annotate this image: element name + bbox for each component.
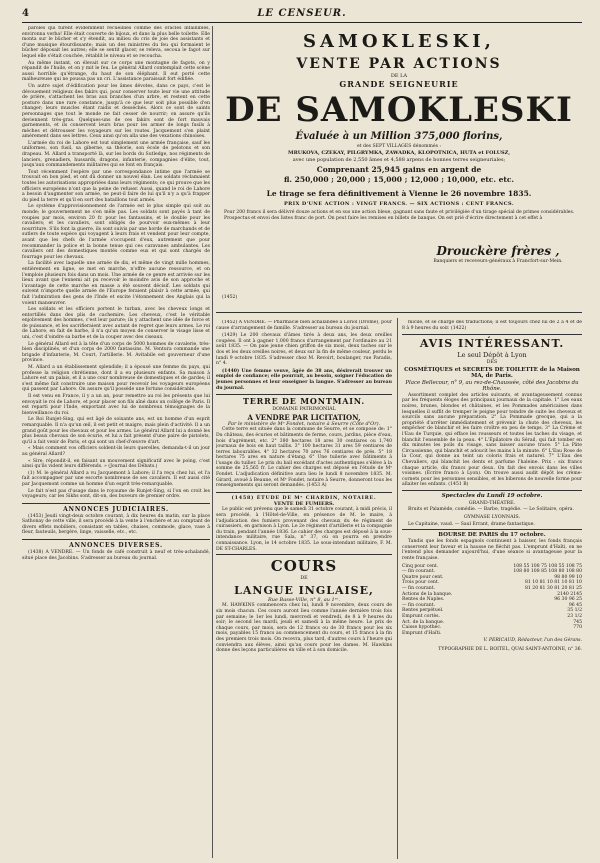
article-paragraph: paroles qui furent évidemment recueillies comme des oracles infaillibles, environna verba! Elle était couverte de bijoux, et dans la plus belle toilette. Elle monta sur le bûcher et s'y étendit, au milieu du cris de joie des assistants et d'une musique étourdissante; mais un des ministres du feu qui formaient le bûcher déposait les autres; elle se sentit glacer, se releva, secoua le fagot sur lequel elle s'était couchée, rétablit le niveau et se recoucha. [22,26,210,59]
annonces-diverses-heading: ANNONCES DIVERSES. [22,539,210,549]
bourse-value: 96 45 [568,602,582,608]
ad-subheadline: GRANDE SEIGNEURIE [339,79,459,89]
bourse-label: Emprunt d'Haïti. [402,630,442,636]
ad-population: avec une population de 2,550 âmes et 4,588 arpens de bonnes terres seigneuriales; [292,157,506,163]
ad-draw-date: Le tirage se fera définitivement à Vienne le 26 novembre 1835. [266,189,532,198]
bourse-text: Tandis que les fonds espagnols continuent à baisser, les fonds français conservent leur faveur et la hausse ne fléchit pas. L'emprunt d'Haïti, on ne l'entend plus demander aujourd'hui, d'une séance si avantageuse pour la rente française. [402,539,582,562]
avis-address: Place Bellecour, n° 9, au rez-de-Chaussée, côté des Jacobins du Rhône. [405,379,579,393]
drouckere-subtitle: Banquiers et receveurs-généraux à Francfort-sur-Mein. [433,259,563,264]
ad-details: Pour 200 francs il sera délivré douze actions et en sus une action bleue, gagnant sans faute et privilégiée d'un tirage spécial de primes considérables. Prospectus et envoi des listes franc de port. On peut faire les remises en billets de banque. On est prié d'écrire directement à cet effet à [224,210,575,221]
footnote: Le fait n'est pas d'usage dans le royaume de Runjet-Sing, si l'on en croit les voyageurs; car les Sikhs sont, dit-on, des buveurs de premier ordre. [22,488,210,500]
newspaper-title: LE CENSEUR. [257,8,347,19]
article-paragraph: « Sire, répondit-il, en faisant un mouvement significatif avec le poing, c'est ainsi qu'ils vident leurs différends. » (Journal des Débats.) [22,458,210,470]
terre-subheading: DOMAINE PATRIMONIAL [272,407,336,413]
terre-text: Cette terre est située dans la commune de Seurre, et se compose de: 1° Du château, des écuries et bâtiments de ferme, cours, jardins, pièce d'eau, bois d'agrément, etc. 2° 380 hectares 18 ares 30 centiares ou 1,740 journaux de bois en haut taillis. 3° 100 hectares 31 ares 59 centiares de terres labourables. 4° 32 hectares 70 ares 76 centiares de prés. 5° 18 hectares 75 ares en nature d'étang. 6° Une tuilerie avec bâtiments à l'usage du tuilier. Le prix du bail excédant d'actes authentiques s'élève à la somme de 25,565 fr. Le cahier des charges est déposé en l'étude de Mᵉ Fondet. L'adjudication définitive aura lieu le lundi 8 novembre 1835. M. Girard, avoué à Beaune, et Mᵉ Fondet, notaire à Seurre, donneront tous les renseignements qui seront demandés. (1453 A) [216,427,392,489]
cours-address: Rue Basse-Ville, n° 8, au 1ᵉʳ. [268,596,340,603]
article-paragraph: Le système d'approvisionnement de l'armée est le plus simple qui soit au monde; le gouvernement ne s'en mêle pas. Les soldats sont payés à tant de roupies par mois, environ 20 fr. pour les fantassins, et le double pour les cavaliers; et les cavaliers, sont obligés de pourvoir eux-mêmes à leur nourriture. S'ils font la guerre, ils sont suivis par une horde de marchands et de sutlers de toute espèce qui voyagent à leurs frais et vendent pour leur compte, avant que les chefs de l'armée s'occupent d'eux, autrement que pour recommander la police et la bonne tenue qui ces caravanes ambulantes. Les cavaliers ont des domestiques montés comme eux et qui sont chargés de fourrage pour les chevaux. [22,204,210,260]
imprint-line: TYPOGRAPHIE DE L. BOITEL, QUAI SAINT-ANTOINE, n° 36. [438,646,582,652]
avis-heading: AVIS INTÉRESSANT. [402,334,582,350]
ad-chien: (1429) Le 200 chevaux d'âmes tirés à deux ans, les deux oreilles coupées. Il ont à gagner 1,000 francs d'arrangement par l'ordinaire au 21 août 1835. — On paie jeune chien griffon de six mois, deux taches sur le dos et les deux oreilles noires, et deux sur la fin de même couleur, perdu le lundi 9 octobre 1835. S'adresser chez M. Revoirt, boulanger, rue Paradis, n° 4. [216,333,392,367]
cours-heading: COURS [216,554,392,574]
annonce-diverse-text: (1438) A VENDRE. — Un fonds de café construit à neuf et très-achalandé, situé place des Jacobins. S'adresser au bureau du journal. [22,550,210,561]
ad-villages-intro: et des SEPT VILLAGES dénommés : [357,144,441,149]
bourse-label: Act. de la banque. [402,619,445,625]
ad-gains: Comprenant 25,945 gains en argent de [316,165,482,174]
fumiers-heading: VENTE DE FUMIERS. [273,500,335,507]
bourse-value: 745 [573,619,582,625]
bourse-label: — fin courant. [402,569,436,575]
page-header [22,8,582,23]
bourse-value: 98 80 99 10 [554,574,582,580]
bourse-value: 770 [573,625,582,631]
article-paragraph: La facilité avec laquelle une armée de dix, et même de vingt mille hommes, entièrement en ligne, se met en marche, n'offre aucune ressource, et on l'emploie plusieurs fois dans un mois. Une armée de ce genre est arrivée sur les lieux avant que l'ennemi ait pu recevoir le moindre avis de son approche et l'avantage de cette marche en masse a été souvent décisif. Les soldats qui suivent n'importe quelle armée de l'Europe feraient plaisir à cette armée, qui fait l'admiration des gens de l'Inde et excite l'étonnement des Anglais qui la voient manœuvrer. [22,261,210,306]
gymnase-text: Le Capitaine, vaud. — Saul Errant, drame fantastique. [408,521,535,527]
table-row [402,631,582,637]
article-paragraph: Le Roi Runjet-Sing, qui est âgé de soixante ans, est un homme d'un esprit remarquable. Il n'a qu'un œil, il est petit et maigre, mais plein d'activité. Il a un grand goût pour les chevaux et pour les armes. Le général Allard lui a donné les plus beaux chevaux de son écurie, et lui a fait présent d'une paire de pistolets, qu'il a fait venir de Paris, et qui sont un chef-d'œuvre d'art. [22,417,210,445]
bourse-value [478,631,582,637]
avis-cosmetiques: COSMÉTIQUES et SECRETS DE TOILETTE de la Maison MA, de Paris. [404,366,580,380]
grand-theatre-text: Bruits et Palamède, comédie. — Barbe, tragédie. — Le Solitaire, opéra. [408,507,574,513]
ad-bottom-rule [216,312,582,313]
bourse-label: Quatre pour cent. [402,574,444,580]
bourse-table [402,564,582,637]
ad-number: (1452) [222,295,238,300]
ad-connector: DE LA [390,73,408,79]
avis-depot: Le seul Dépôt à Lyon [457,351,527,360]
ad-main-title: DE SAMOKLESKI [225,90,573,130]
gymnase-heading: GYMNASE LYONNAIS. [463,515,521,521]
annonces-judiciaires-heading: ANNONCES JUDICIAIRES. [22,503,210,513]
drouckere-name: Drouckère frères , [436,244,560,258]
article-paragraph: « Mais comment vos officiers soldent-ils leurs querelles, demanda-t-il un jour au général Allard? [22,446,210,457]
column-divider [212,26,213,858]
cours-text: M. HAWKINS commencera chez lui, lundi 9 novembre, deux cours de six mois chacun. Ces cours auront lieu comme l'année dernière trois fois par semaine; le 1er les lundi, mercredi et vendredi, de 8 à 9 heures du soir; le second les mardi, jeudi et samedi à la même heure. Le prix de chaque cours, par mois, sera de 12 francs ou de 30 francs pour les six mois, payables 15 francs au commencement du cours, et 15 francs à la fin des premiers trois mois. On recevra, plus tard, d'autres cours à l'heure qui conviendra aux élèves, ainsi qu'au cours pour les dames. M. Hawkins donne des leçons particulières en ville et à son domicile. [216,603,392,654]
article-paragraph: Au même instant, on élevait sur ce corps une montagne de fagots, on y répandit de l'huile, et on y mit le feu. Le général Allard contemplait cette scène aussi horrible qu'étrange, du haut de son éléphant. Il eut porté cette malheureuse qui ne poussa pas un cri. L'assistance paraissait fort édifiée. [22,60,210,83]
bourse-value: 81 10 81 10 81 10 81 10 [525,580,582,586]
column-divider [397,318,398,859]
ad-gain-amounts: fl. 250,000 ; 20,000 ; 15,000 ; 12,000 ; 10,000, etc. etc. [283,175,515,184]
bourse-label: Rentes de Naples. [402,597,445,603]
cours-connector: DE [300,576,308,582]
bourse-label: Cinq pour cent. [402,563,439,569]
fumiers-etude: (1458) ÉTUDE DE Mᵉ CHARDIN, NOTAIRE. [216,492,392,501]
avis-connector: DES [486,360,498,366]
bourse-value: 96 30 96 25 [554,597,582,603]
article-paragraph: Il est venu en France, il y a un an, pour remettre au roi les présents que lui envoyait le roi de Lahore, et pour placer son fils aîné dans un collège de Paris. Il est reparti pour l'Inde, emportant avec lui de nombreux témoignages de la bienveillance du roi. [22,394,210,416]
ad-valuation: Évaluée à un Million 375,000 florins, [295,131,503,142]
grand-theatre-heading: GRAND-THÉATRE. [468,500,516,506]
ad-village-names: MRUKOVA, CZEKAY, PILGRYMKA, ZAWADKA, KLOPOTNICA, HUTA et FOLUSZ, [288,150,510,156]
ad-prices: PRIX D'UNE ACTION : VINGT FRANCS. — SIX ACTIONS : CENT FRANCS. [284,201,514,207]
drouckere-signature [414,244,582,264]
article-paragraph: L'armée du roi de Lahore est tout simplement une armée française, sauf les uniformes, son fusil, sa giberne, sa théorie, son école de pelotons et son drapeau. M. Allard a transporté là, sur les bords du Sutledge, nos régiments de lanciers, grenadiers, hussards, dragons, infanterie, compagnies d'élite, tout, jusqu'aux commandements militaires qui se font en français. [22,140,210,169]
ad-brand: SAMOKLESKI, [303,31,495,52]
ad-femme-veuve: (1440) Une femme veuve, âgée de 38 ans, désirerait trouver un emploi de confiance; elle pourrait, au besoin, soigner l'éducation de jeunes personnes et leur enseigner la langue. S'adresser au bureau du journal. [216,368,392,391]
bourse-label: Emprunt cortès. [402,613,440,619]
editor-signature: V. PERICAUD, Rédacteur, l'un des Gérans. [483,638,582,644]
spectacles-heading: Spectacles du Lundi 19 octobre. [402,490,582,500]
cours-continuation: micile, et se charge des traductions; il est toujours chez lui de 2 à 4 et de 8 à 9 heures du soir. (1422) [402,320,582,331]
column-1 [22,26,210,858]
page-number: 4 [22,8,29,19]
avis-text: Assortiment complet des articles suivants, et avantageusement connus par les fréquents éloges des principaux journaux de la capitale. 1° Les eaux noires, brunes, blondes et châtaines, et les Pommades américaines dans lesquelles il suffit de tremper le peigne pour teindre de suite les cheveux et sourcils sans aucune préparation. 2° La Pommade grecque, qui a la propriété d'arrêter immédiatement et prévenir la chute des cheveux, les empêcher de blanchir et les faire croître en peu de temps. 3° La Crème et l'Eau de Turquie, qui efface les rousseurs et toutes les taches du visage, et blanchit l'ensemble de la peau. 4° L'Épilatoire du Sérail, qui fait tomber en dix minutes les poils du visage, sans laisser aucune trace. 5° La Pâte Circassienne, qui blanchit et adoucit les mains à la minute. 6° L'Eau Rose de la Cour, qui donne au teint un coloris frais et naturel. 7° L'Eau des Chevaliers, qui blanchit les dents et parfume l'haleine. Prix : six francs chaque article, dix francs pour deux. On fait des envois dans les villes voisines. (Écrire franco à Lyon). On trouve aussi audit dépôt les crème-cornets pour les personnes sensibles, et les biberons de nouvelle forme pour allaiter les enfants. (1451 B) [402,392,582,488]
footnote: (1) M. le général Allard a vu Jacquemont à Lahore; il l'a reçu chez lui, et l'a fait accompagner par une escorte nombreuse de ses cavaliers. Il est aussi cité par Jacquemont comme un homme d'un esprit très-remarquable. [22,470,210,487]
bourse-label: Caisse hypothéc. [402,625,442,631]
article-paragraph: M. Allard a un établissement splendide; il a épousé une femme du pays, qui professe la religion chrétienne, dont il a eu plusieurs enfants. Sa maison à Lahore est un palais, et il a une cour nombreuse de domestiques et de gardes; il s'est même fait construire une maison pour recevoir les voyageurs européens qui passent par Lahore. On assure qu'il possède une fortune considérable. [22,365,210,393]
article-paragraph: Les soldats et les officiers portent le turban, avec les cheveux longs et entortillés dans des plis de cachemire. Les cheveux, c'est le véritable enjolivement des hommes, c'est leur parure; ils y attachent une idée de force et de puissance, et les sacrifieraient avec autant de regret que leurs armes. Le roi de Lahore, en fait de barbe, il n'a qu'un moyen de conserver le visage lisse et uni, c'est d'oindre sa barbe et de la couper avec des ciseaux. [22,307,210,341]
bourse-label: Actions de la banque. [402,591,453,597]
article-paragraph: Un autre sujet d'édification pour les âmes dévotes, dans ce pays, c'est le dévouement religieux des fakirs qui, pour conserver toute leur vie une attitude de prière, s'attachent les bras aux branches d'un arbre, et restent en cette posture dans une rare constance, jusqu'à ce que leur soit plus possible d'en changer; leurs muscles étant raidis et desséchés. Alors ce sont de saints personnages que tout le monde ne fait cesser de nourrir; on assure qu'ils deviennent très-gras. Quelques-uns de ces fakirs sont de fort mauvais garnements, et ils conservent leurs bras pour les armer de longs fusils à mèches et détrousser les voyageurs sur les routes. Jacquemont s'en plaint amèrement dans ses lettres. Ceux ainsi qu'on alla une des vexations chinoises. [22,83,210,140]
cours-title: LANGUE INGLAISE, [234,583,374,597]
article-paragraph: Le général Allard est à la tête d'un corps de 5000 hommes de cavalerie, très-bien disciplinés, et d'un corps de 2000 fantassins. M. Ventura commande une brigade d'infanterie, M. Court, l'artillerie. M. Avitabile est gouverneur d'une province. [22,341,210,364]
annonce-judiciaire-text: (1453) Jeudi vingt-deux octobre courant, à dix heures du matin, sur la place Sathonay de cette ville, il sera procédé à la vente à l'enchère et au comptant de divers effets mobiliers, consistant en tables, chaises, commode, glace, vase à fleur, fauteuils, bergère, linge, vaisselle, etc., etc. [22,513,210,536]
bourse-value: 35 1/2 [567,608,582,614]
terre-vente: A VENDRE PAR LICITATION, [247,412,361,422]
column-3 [402,320,582,860]
bourse-label: Rentes perpétuel. [402,608,444,614]
bourse-value: 108 80 108 85 108 80 108 80 [513,569,582,575]
column-2 [216,320,392,860]
ad-headline: VENTE PAR ACTIONS [296,56,502,72]
ad-pharmacie: (1452) A VENDRE. — Pharmacie bien achalandée à Loriol (Drôme), pour cause d'arrangement de famille. S'adresser au bureau du journal. [216,320,392,331]
bourse-value: 81 20 81 30 81 20 81 25 [525,586,582,591]
bourse-label: — fin courant. [402,586,436,591]
fumiers-text: Le public est prévenu que le samedi 31 octobre courant, à midi précis, il sera procédé, à l'Hôtel-de-Ville, en présence de M. le maire, à l'adjudication des fumiers provenant des chevaux du 4e régiment de cuirassiers, en garnison à Lyon. Le 2e régiment d'artillerie et la compagnie du train, pendant l'année 1836. Le cahier des charges est déposé à la sous-intendance militaire, rue Sala, n° 37, où on pourra en prendre connaissance. Lyon, le 14 octobre 1835. Le sous-intendant militaire, F. M. DE ST-CHARLES. [216,507,392,552]
bourse-value: 2140 2145 [557,591,582,597]
terre-notaire: Par le ministère de Mᵉ Fondet, notaire à Seurre (Côte d'Or). [227,420,381,427]
bourse-label: Trois pour cent. [402,580,440,586]
bourse-label: — fin courant. [402,602,436,608]
terre-heading: TERRE DE MONTMAIN. [216,394,392,406]
bourse-heading: BOURSE DE PARIS du 17 octobre. [402,529,582,539]
bourse-value: 108 55 108 75 108 55 108 75 [513,563,582,569]
article-paragraph: Tout récemment l'espère par une correspondance intime que l'armée se trouvait en bon pied, et ont dû donner un nouvel élan. Les soldats réclamaient toutes les autorisations appropriées dans leurs régiments; ce qui prouve que les officiers européens n'ont que la peine de refuser. Aussi, quand le roi de Lahore a besoin d'augmenter son armée, ne peut-il faire de lui qu'il n'y a qu'à frapper du pied la terre et qu'il en sort des bataillons tout armés. [22,169,210,203]
bourse-value: 23 1/2 [567,613,582,619]
